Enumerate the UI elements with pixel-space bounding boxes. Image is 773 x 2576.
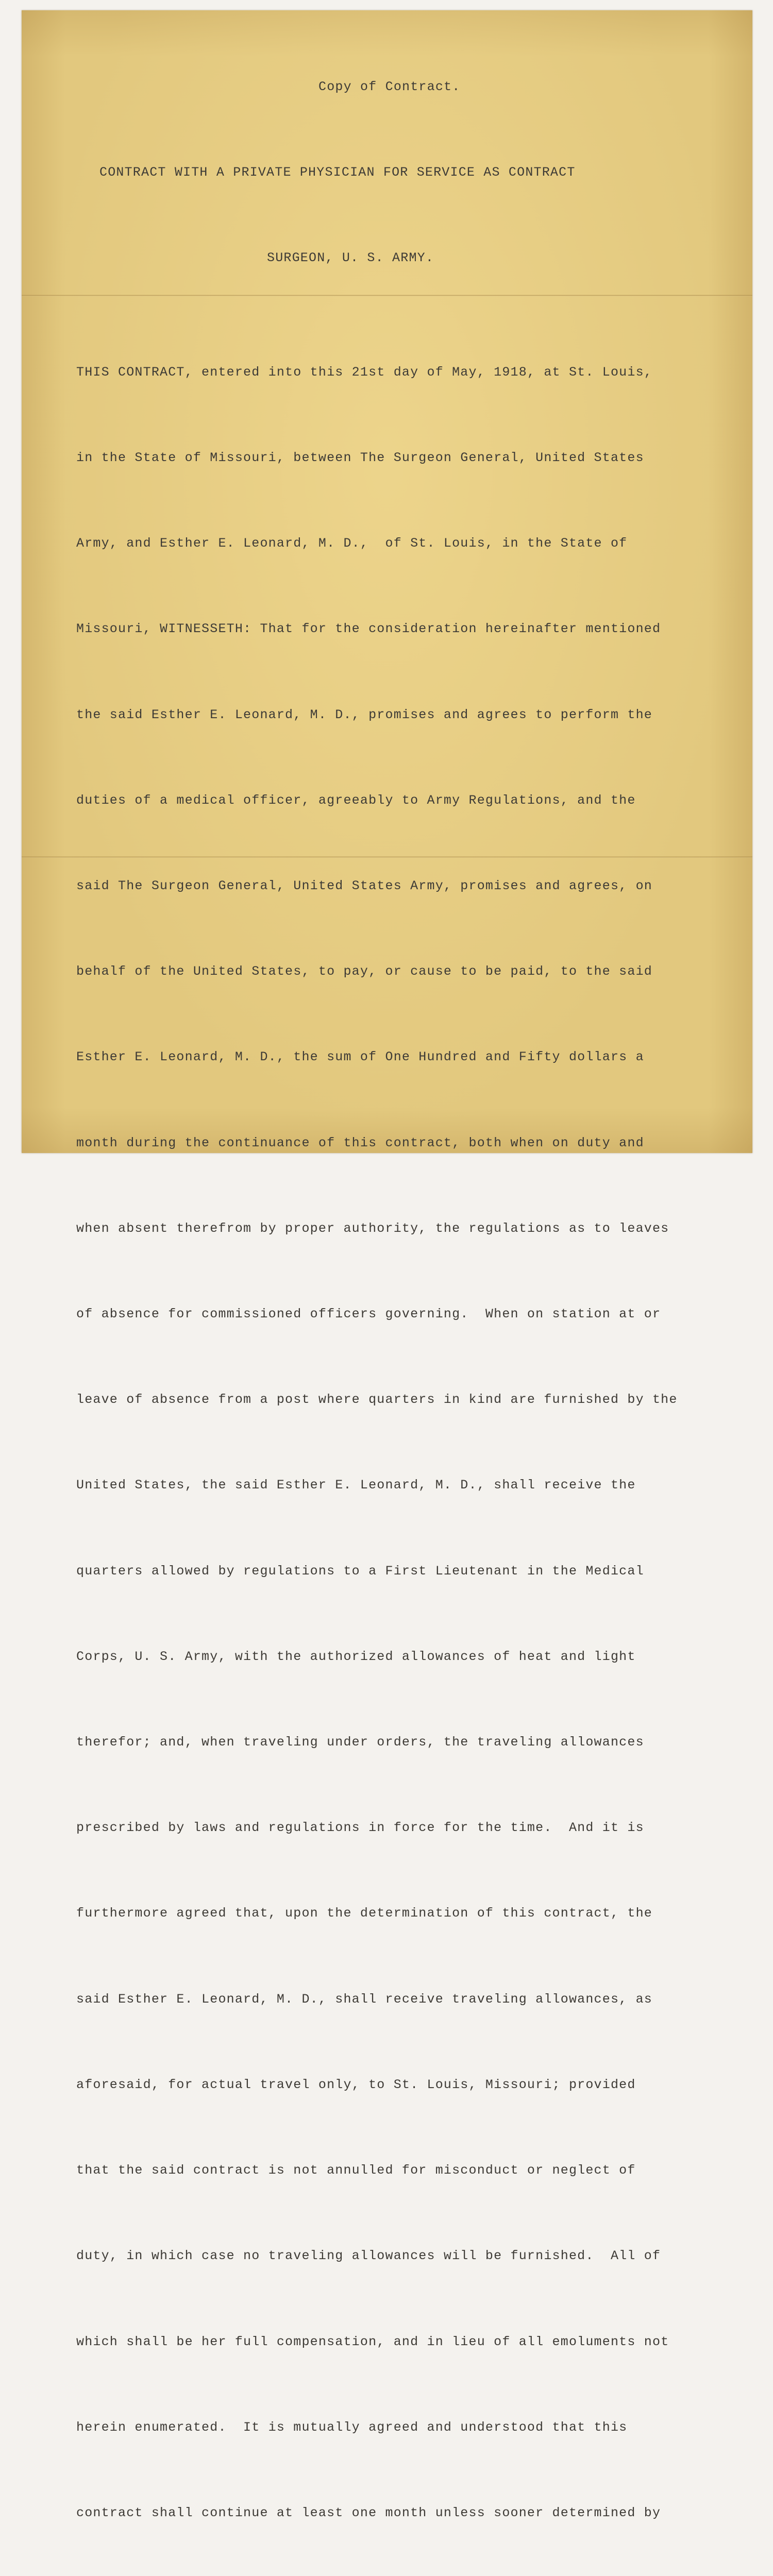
document-title: Copy of Contract. <box>318 79 461 94</box>
body-line: that the said contract is not annulled for misconduct or neglect of <box>76 2163 636 2178</box>
body-line: said The Surgeon General, United States Army, promises and agrees, on <box>76 878 652 894</box>
contract-text <box>76 15 726 2576</box>
body-line: which shall be her full compensation, and in lieu of all emoluments not <box>76 2334 669 2349</box>
document-heading: CONTRACT WITH A PRIVATE PHYSICIAN FOR SERVICE AS CONTRACT <box>99 165 576 180</box>
body-line: in the State of Missouri, between The Surgeon General, United States <box>76 450 644 466</box>
body-line: Missouri, WITNESSETH: That for the consideration hereinafter mentioned <box>76 621 661 637</box>
document-heading: SURGEON, U. S. ARMY. <box>267 250 434 266</box>
body-line: the said Esther E. Leonard, M. D., promises and agrees to perform the <box>76 707 652 722</box>
body-line: contract shall continue at least one month unless sooner determined by <box>76 2505 661 2520</box>
body-line: United States, the said Esther E. Leonard, M. D., shall receive the <box>76 1478 636 1493</box>
body-line: duties of a medical officer, agreeably to Army Regulations, and the <box>76 792 636 808</box>
body-line: Corps, U. S. Army, with the authorized allowances of heat and light <box>76 1649 636 1664</box>
body-line: duty, in which case no traveling allowances will be furnished. All of <box>76 2248 661 2264</box>
body-line: therefor; and, when traveling under orders, the traveling allowances <box>76 1735 644 1750</box>
body-line: of absence for commissioned officers governing. When on station at or <box>76 1307 661 1322</box>
body-line: Esther E. Leonard, M. D., the sum of One Hundred and Fifty dollars a <box>76 1049 644 1065</box>
body-line: herein enumerated. It is mutually agreed and understood that this <box>76 2419 628 2435</box>
body-line: behalf of the United States, to pay, or cause to be paid, to the said <box>76 964 652 979</box>
body-line: furthermore agreed that, upon the determination of this contract, the <box>76 1906 652 1921</box>
body-line: THIS CONTRACT, entered into this 21st day of May, 1918, at St. Louis, <box>76 364 652 380</box>
body-line: said Esther E. Leonard, M. D., shall receive traveling allowances, as <box>76 1991 652 2007</box>
body-line: when absent therefrom by proper authority, the regulations as to leaves <box>76 1221 669 1236</box>
body-line: Army, and Esther E. Leonard, M. D., of St. Louis, in the State of <box>76 536 628 551</box>
body-line: prescribed by laws and regulations in force for the time. And it is <box>76 1820 644 1836</box>
body-line: quarters allowed by regulations to a First Lieutenant in the Medical <box>76 1563 644 1579</box>
body-line: aforesaid, for actual travel only, to St. Louis, Missouri; provided <box>76 2077 636 2092</box>
body-line: month during the continuance of this contract, both when on duty and <box>76 1135 644 1150</box>
body-line: leave of absence from a post where quarters in kind are furnished by the <box>76 1392 678 1408</box>
